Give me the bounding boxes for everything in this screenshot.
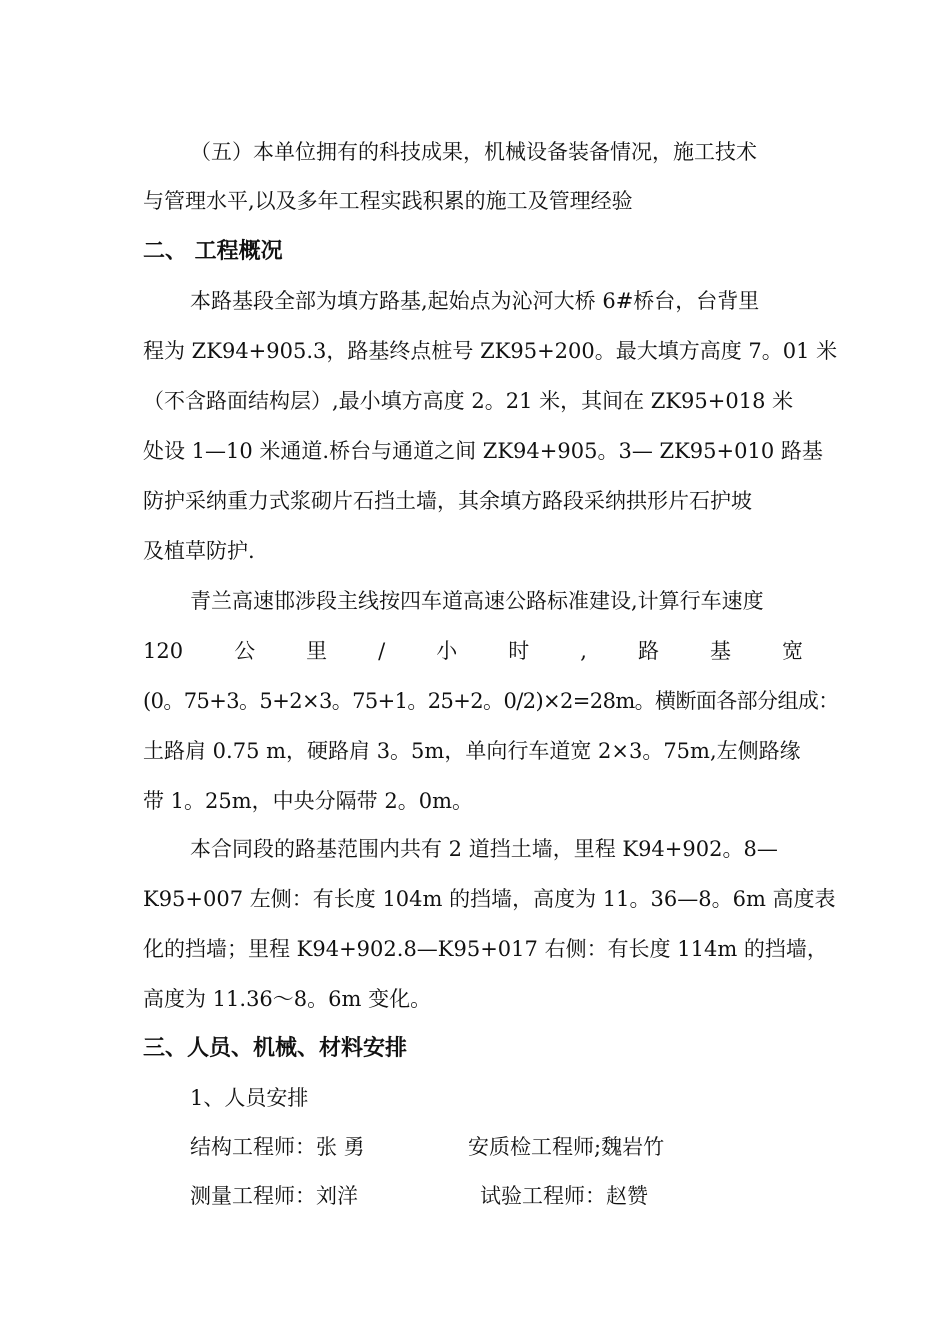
para2-line-2-token: 基 (709, 639, 731, 663)
heading-project-overview: 二、 工程概况 (143, 239, 283, 264)
para2-line-3: (0。75+3。5+2×3。75+1。25+2。0/2)×2=28m。横断面各部分组成： (143, 689, 839, 713)
para2-line-5: 带 1。25m，中央分隔带 2。0m。 (143, 789, 473, 813)
staff-safety-quality-engineer: 安质检工程师;魏岩竹 (468, 1135, 665, 1159)
para2-line-2-token: 路 (637, 639, 659, 663)
para2-line-1: 青兰高速邯涉段主线按四车道高速公路标准建设,计算行车速度 (190, 589, 764, 613)
staff-survey-engineer: 测量工程师：刘洋 (190, 1184, 358, 1208)
section-five-line-1: （五）本单位拥有的科技成果，机械设备装备情况，施工技术 (190, 140, 757, 164)
para1-line-4: 处设 1—10 米通道.桥台与通道之间 ZK94+905。3— ZK95+010 路基 (143, 439, 823, 463)
heading-staff-machinery-materials: 三、人员、机械、材料安排 (143, 1036, 408, 1061)
para2-line-2-token: 里 (306, 639, 328, 663)
para1-line-3: （不含路面结构层）,最小填方高度 2。21 米，其间在 ZK95+018 米 (143, 389, 794, 413)
subheading-staff-arrangement: 1、人员安排 (190, 1086, 309, 1110)
staff-test-engineer: 试验工程师：赵赞 (480, 1184, 648, 1208)
para2-line-2-token: / (378, 639, 386, 663)
para2-line-2-token: 公 (234, 639, 256, 663)
para1-line-5: 防护采纳重力式浆砌片石挡土墙，其余填方路段采纳拱形片石护坡 (143, 489, 752, 513)
para1-line-1: 本路基段全部为填方路基,起始点为沁河大桥 6#桥台，台背里 (190, 289, 760, 313)
section-five-line-2: 与管理水平,以及多年工程实践积累的施工及管理经验 (143, 189, 633, 213)
para3-line-2: K95+007 左侧：有长度 104m 的挡墙，高度为 11。36—8。6m 高度表 (143, 887, 836, 911)
para2-line-2-token: 120 (143, 639, 184, 663)
para2-line-2 (143, 636, 803, 666)
para3-line-4: 高度为 11.36～8。6m 变化。 (143, 987, 432, 1011)
para3-line-3: 化的挡墙；里程 K94+902.8—K95+017 右侧：有长度 114m 的挡墙， (143, 937, 828, 961)
staff-structural-engineer: 结构工程师：张 勇 (190, 1135, 365, 1159)
para2-line-2-token: 时 (508, 639, 530, 663)
para3-line-1: 本合同段的路基范围内共有 2 道挡土墙，里程 K94+902。8— (190, 837, 778, 861)
para2-line-4: 土路肩 0.75 m，硬路肩 3。5m，单向行车道宽 2×3。75m,左侧路缘 (143, 739, 801, 763)
para2-line-2-token: 小 (436, 639, 458, 663)
para1-line-6: 及植草防护. (143, 539, 255, 563)
para2-line-2-token: 宽 (782, 639, 803, 663)
para1-line-2: 程为 ZK94+905.3，路基终点桩号 ZK95+200。最大填方高度 7。01 米 (143, 339, 838, 363)
para2-line-2-token: , (580, 639, 587, 663)
